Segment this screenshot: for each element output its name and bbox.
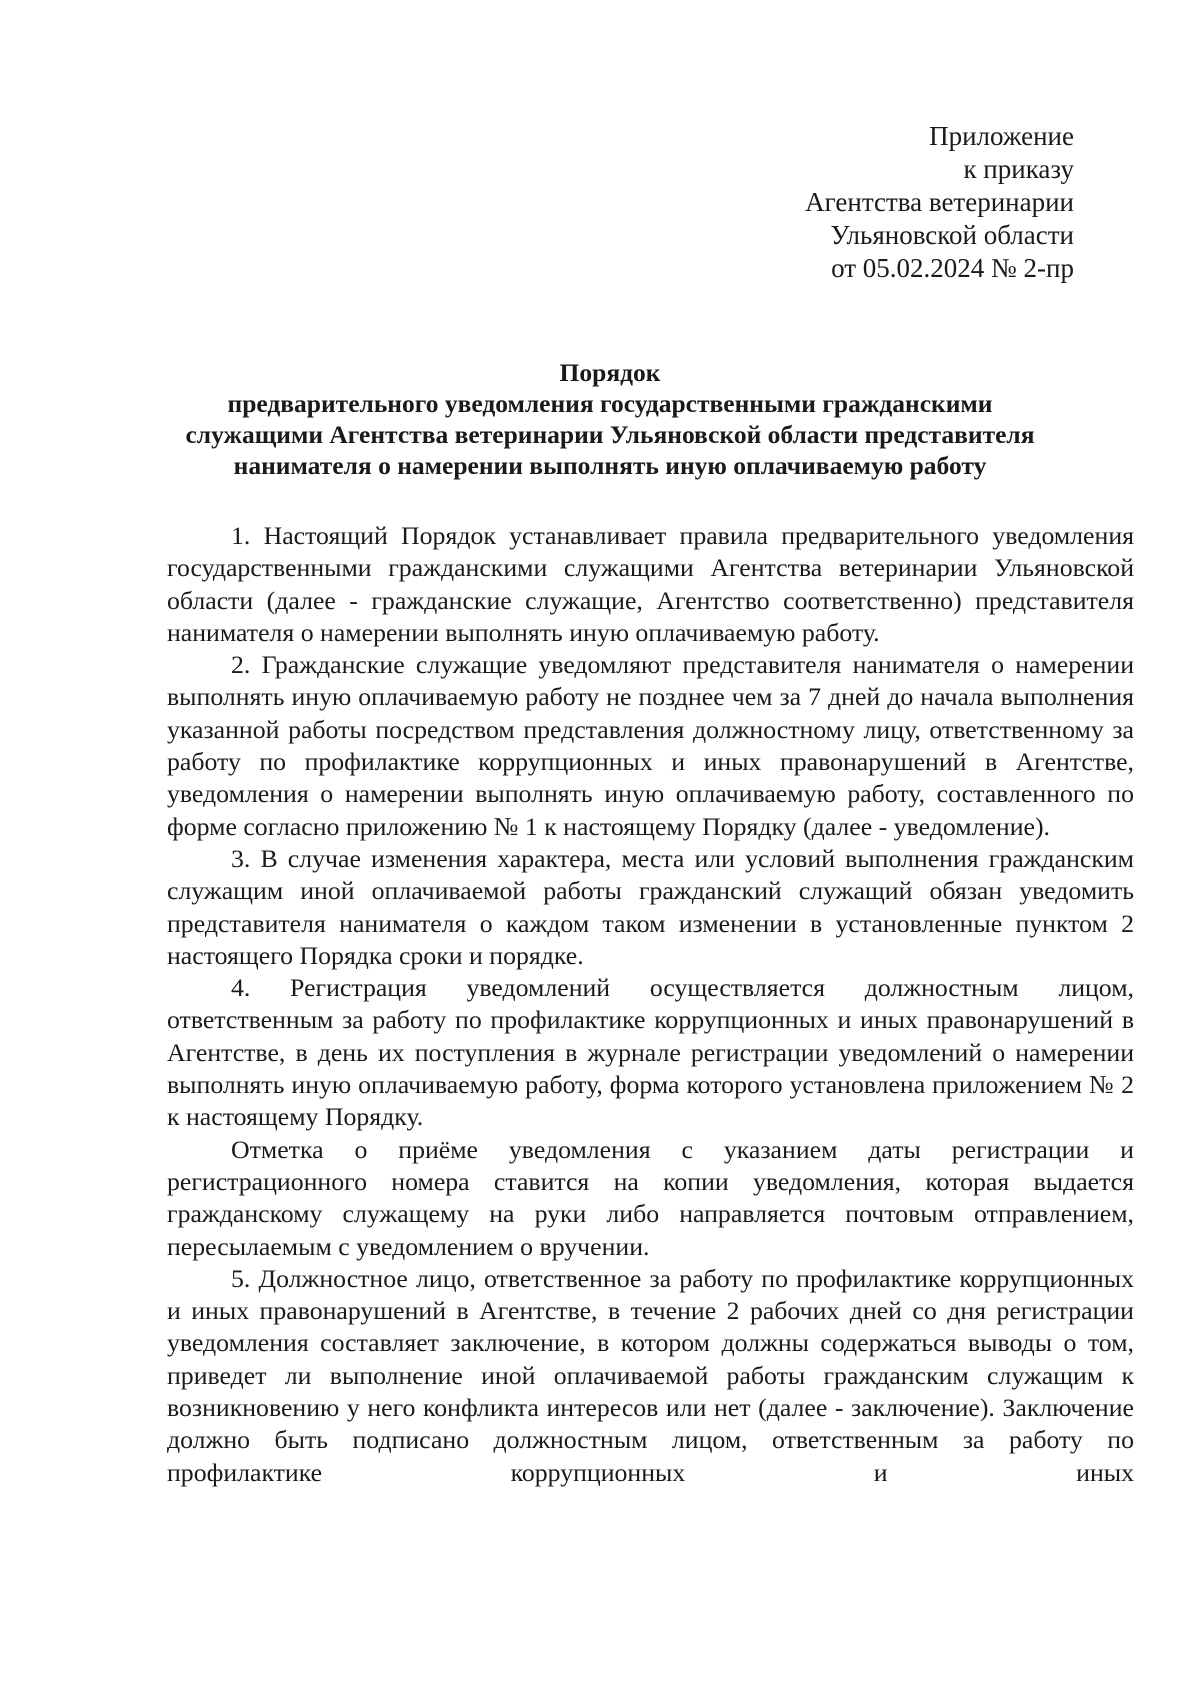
appendix-line: Агентства ветеринарии — [805, 187, 1074, 217]
paragraph-item-2: 2. Гражданские служащие уведомляют представителя нанимателя о намерении выполнять иную оплачиваемую работу не позднее чем за 7 дней до начала выполнения указанной работы посредством представления должностному лицу, ответственному за работу по профилактике коррупционных и иных правонарушений в Агентстве, уведомления о намерении выполнять иную оплачиваемую работу, составленного по форме согласно приложению № 1 к настоящему Порядку (далее - уведомление). — [167, 650, 1134, 841]
title-line: предварительного уведомления государственными гражданскими — [227, 389, 993, 418]
title-line: нанимателя о намерении выполнять иную оплачиваемую работу — [233, 451, 987, 480]
paragraph-item-3: 3. В случае изменения характера, места или условий выполнения гражданским служащим иной оплачиваемой работы гражданский служащий обязан уведомить представителя нанимателя о каждом таком изменении в установленные пунктом 2 настоящего Порядка сроки и порядке. — [167, 843, 1134, 970]
title-line: Порядок — [559, 358, 661, 387]
appendix-line: Приложение — [929, 121, 1074, 151]
appendix-header — [805, 120, 1074, 285]
appendix-line: от 05.02.2024 № 2-пр — [831, 253, 1074, 283]
paragraph-item-5: 5. Должностное лицо, ответственное за работу по профилактике коррупционных и иных правонарушений в Агентстве, в течение 2 рабочих дней со дня регистрации уведомления составляет заключение, в котором должны содержаться выводы о том, приведет ли выполнение иной оплачиваемой работы гражданским служащим к возникновению у него конфликта интересов или нет (далее - заключение). Заключение должно быть подписано должностным лицом, ответственным за работу по профилактике коррупционных и иных — [167, 1263, 1134, 1487]
paragraph-item-4-note: Отметка о приёме уведомления с указанием даты регистрации и регистрационного номера ставится на копии уведомления, которая выдается гражданскому служащему на руки либо направляется почтовым отправлением, пересылаемым с уведомлением о вручении. — [167, 1134, 1134, 1261]
document-body — [167, 520, 1134, 1489]
appendix-line: Ульяновской области — [830, 220, 1074, 250]
document-title — [150, 357, 1070, 481]
appendix-line: к приказу — [963, 154, 1074, 184]
paragraph-item-1: 1. Настоящий Порядок устанавливает правила предварительного уведомления государственными гражданскими служащими Агентства ветеринарии Ульяновской области (далее - гражданские служащие, Агентство соответственно) представителя нанимателя о намерении выполнять иную оплачиваемую работу. — [167, 521, 1134, 647]
title-line: служащими Агентства ветеринарии Ульяновской области представителя — [185, 420, 1035, 449]
paragraph-item-4: 4. Регистрация уведомлений осуществляется должностным лицом, ответственным за работу по профилактике коррупционных и иных правонарушений в Агентстве, в день их поступления в журнале регистрации уведомлений о намерении выполнять иную оплачиваемую работу, форма которого установлена приложением № 2 к настоящему Порядку. — [167, 973, 1134, 1132]
